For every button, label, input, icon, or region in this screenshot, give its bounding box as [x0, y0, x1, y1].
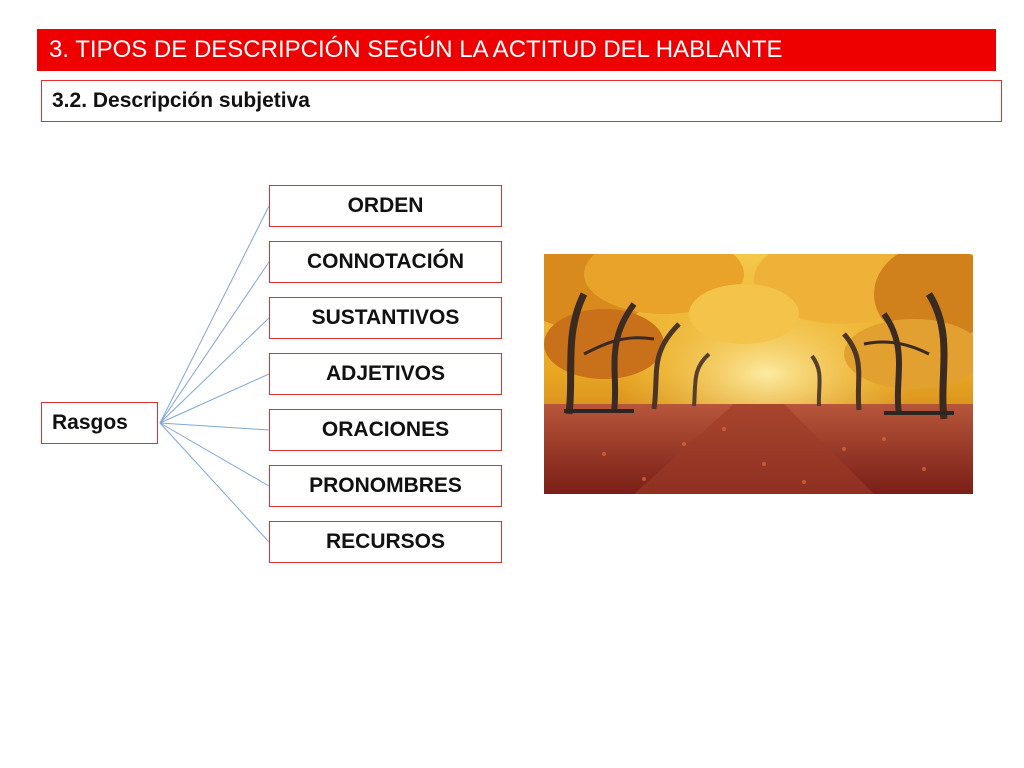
branch-node-orden: ORDEN: [269, 185, 502, 227]
slide-subtitle: 3.2. Descripción subjetiva: [41, 80, 1002, 122]
connector-line-sustantivos: [160, 318, 269, 423]
branch-node-adjetivos: ADJETIVOS: [269, 353, 502, 395]
connector-line-recursos: [160, 423, 269, 542]
branch-node-oraciones: ORACIONES: [269, 409, 502, 451]
autumn-park-photo: [544, 254, 973, 494]
connector-line-oraciones: [160, 423, 269, 430]
branch-node-recursos: RECURSOS: [269, 521, 502, 563]
slide-title: 3. TIPOS DE DESCRIPCIÓN SEGÚN LA ACTITUD DEL HABLANTE: [37, 29, 996, 71]
connector-line-pronombres: [160, 423, 269, 486]
branch-node-connotacion: CONNOTACIÓN: [269, 241, 502, 283]
autumn-park-illustration: [544, 254, 973, 494]
branch-node-sustantivos: SUSTANTIVOS: [269, 297, 502, 339]
branch-node-pronombres: PRONOMBRES: [269, 465, 502, 507]
connector-line-orden: [160, 206, 269, 423]
root-node-rasgos: Rasgos: [41, 402, 158, 444]
